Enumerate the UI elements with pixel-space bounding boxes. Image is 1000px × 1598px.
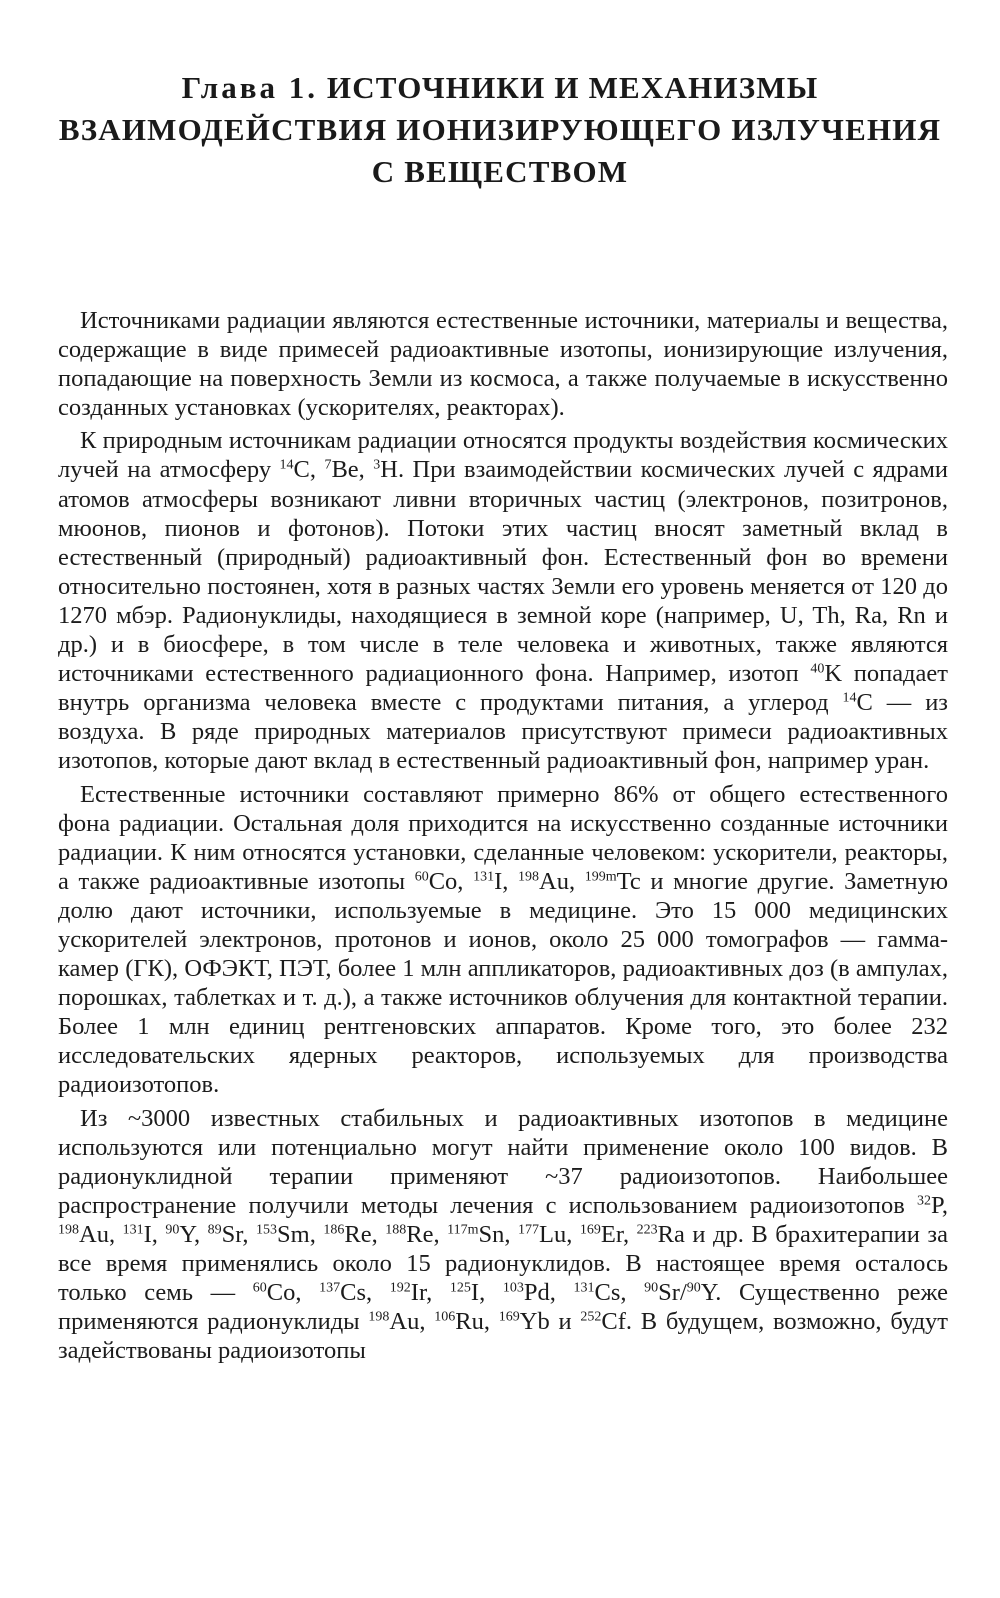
text-run: Er, (600, 1220, 637, 1248)
paragraph (58, 426, 948, 775)
text-run: Au, (389, 1308, 435, 1336)
chapter-title-part-1: ИСТОЧНИКИ И МЕХАНИЗМЫ (326, 69, 819, 105)
chapter-title-part-3: С ВЕЩЕСТВОМ (371, 153, 629, 189)
text-run: Источниками радиации являются естественные источники, материалы и вещества, содержащие в виде примесей радиоактивные изотопы, ионизирующие излучения, попадающие на поверхность Земли из космоса, а также получаемые в искусственно созданных установках (ускорителях, реакторах). (58, 307, 948, 422)
text-run: C — из воздуха. В ряде природных материалов присутствуют примеси радиоактивных изотопов, которые дают вклад в естественный радиоактивный фон, например уран. (58, 689, 948, 775)
text-run: Yb и (519, 1308, 581, 1336)
text-run: I, (494, 867, 518, 895)
paragraph (58, 306, 948, 422)
isotope-mass-number: 14 (279, 457, 294, 473)
text-run: Естественные источники составляют примерно 86% от общего естественного фона радиации. Остальная доля приходится на искусственно созданные источники радиации. К ним относятся установки, сделанные человеком: ускорители, реакторы, а также радиоактивные изотопы (58, 780, 948, 895)
text-run: Ru, (455, 1308, 499, 1336)
isotope-mass-number: 60 (414, 869, 429, 885)
text-run: H. При взаимодействии космических лучей с ядрами атомов атмосферы возникают ливни вторичных частиц (электронов, позитронов, мюонов, пионов и фотонов). Потоки этих частиц вносят заметный вклад в естественный (природный) радиоактивный фон. Естественный фон во времени относительно постоянен, хотя в разных частях Земли его уровень меняется от 120 до 1270 мбэр. Радионуклиды, находящиеся в земной коре (например, U, Th, Ra, Rn и др.) и в биосфере, в том числе в теле человека и животных, также являются источниками естественного радиационного фона. Например, изотоп (58, 456, 949, 688)
isotope-mass-number: 40 (810, 661, 825, 677)
text-run: Co, (428, 867, 474, 895)
isotope-mass-number: 14 (842, 690, 857, 706)
isotope-mass-number: 131 (122, 1222, 144, 1238)
text-run: Cs, (340, 1279, 390, 1307)
text-run: Au, (539, 867, 585, 895)
text-run: Sr/ (658, 1279, 687, 1307)
text-run: Из ~3000 известных стабильных и радиоактивных изотопов в медицине используются или потенциально могут найти применение около 100 видов. В радионуклидной терапии применяют ~37 радиоизотопов. Наибольшее распространение получили методы лечения с использованием радиоизотопов (58, 1104, 948, 1219)
text-run: Ra и др. В брахитерапии за все время применялись около 15 радионуклидов. В настоящее время осталось только семь — (58, 1220, 948, 1307)
isotope-mass-number: 3 (373, 457, 381, 473)
text-run: Re, (406, 1220, 448, 1248)
paragraph (58, 1104, 948, 1366)
text-run: Tc и многие другие. Заметную долю дают источники, используемые в медицине. Это 15 000 медицинских ускорителей электронов, протонов и ионов, около 25 000 томографов — гамма-камер (ГК), ОФЭКТ, ПЭТ, более 1 млн аппликаторов, радиоактивных доз (в ампулах, порошках, таблетках и т. д.), а также источников облучения для контактной терапии. Более 1 млн единиц рентгеновских аппаратов. Кроме того, это более 232 исследовательских ядерных реакторов, используемых для производства радиоизотопов. (58, 867, 949, 1099)
isotope-mass-number: 131 (573, 1280, 595, 1296)
isotope-mass-number: 7 (324, 457, 332, 473)
text-run: Au, (79, 1220, 123, 1248)
text-run: P, (930, 1191, 948, 1219)
chapter-heading-line-1 (40, 67, 960, 109)
isotope-mass-number: 32 (916, 1193, 931, 1209)
isotope-mass-number: 198 (368, 1309, 390, 1325)
isotope-mass-number: 252 (580, 1309, 602, 1325)
isotope-mass-number: 90 (686, 1280, 701, 1296)
paragraph (58, 780, 948, 1100)
isotope-mass-number: 137 (319, 1280, 341, 1296)
text-run: I, (470, 1279, 503, 1307)
text-run: Pd, (523, 1279, 574, 1307)
isotope-mass-number: 199m (584, 869, 617, 885)
isotope-mass-number: 103 (502, 1280, 524, 1296)
text-run: Cs, (594, 1279, 645, 1307)
text-run: Y, (179, 1220, 208, 1248)
text-run: Re, (344, 1220, 386, 1248)
isotope-mass-number: 89 (207, 1222, 222, 1238)
chapter-title-part-2: ВЗАИМОДЕЙСТВИЯ ИОНИЗИРУЮЩЕГО ИЗЛУЧЕНИЯ (58, 111, 942, 147)
text-run: Ir, (410, 1279, 450, 1307)
isotope-mass-number: 90 (644, 1280, 659, 1296)
text-run: Be, (331, 456, 374, 484)
text-run: Cf. В будущем, возможно, будут задействованы радиоизотопы (58, 1308, 948, 1365)
isotope-mass-number: 153 (256, 1222, 278, 1238)
text-run: C, (293, 456, 325, 484)
isotope-mass-number: 169 (498, 1309, 520, 1325)
text-run: Sr, (221, 1220, 257, 1248)
text-run: K попадает внутрь организма человека вместе с продуктами питания, а углерод (58, 660, 948, 717)
isotope-mass-number: 188 (385, 1222, 407, 1238)
chapter-heading (40, 67, 960, 193)
text-run: Y. Существенно реже применяются радионуклиды (58, 1279, 948, 1336)
isotope-mass-number: 186 (323, 1222, 345, 1238)
isotope-mass-number: 223 (636, 1222, 658, 1238)
isotope-mass-number: 106 (434, 1309, 456, 1325)
isotope-mass-number: 131 (473, 869, 495, 885)
isotope-mass-number: 60 (252, 1280, 267, 1296)
body-text (58, 306, 948, 1369)
chapter-label: Глава 1. (181, 69, 318, 105)
isotope-mass-number: 125 (449, 1280, 471, 1296)
text-run: Lu, (539, 1220, 580, 1248)
isotope-mass-number: 90 (165, 1222, 180, 1238)
isotope-mass-number: 169 (579, 1222, 601, 1238)
isotope-mass-number: 117m (447, 1222, 479, 1238)
text-run: К природным источникам радиации относятся продукты воздействия космических лучей на атмосферу (58, 427, 948, 484)
text-run: Co, (266, 1279, 320, 1307)
isotope-mass-number: 177 (518, 1222, 539, 1238)
text-run: Sm, (277, 1220, 324, 1248)
isotope-mass-number: 198 (518, 869, 539, 885)
text-run: I, (143, 1220, 166, 1248)
isotope-mass-number: 198 (58, 1222, 79, 1238)
text-run: Sn, (478, 1220, 518, 1248)
isotope-mass-number: 192 (389, 1280, 411, 1296)
